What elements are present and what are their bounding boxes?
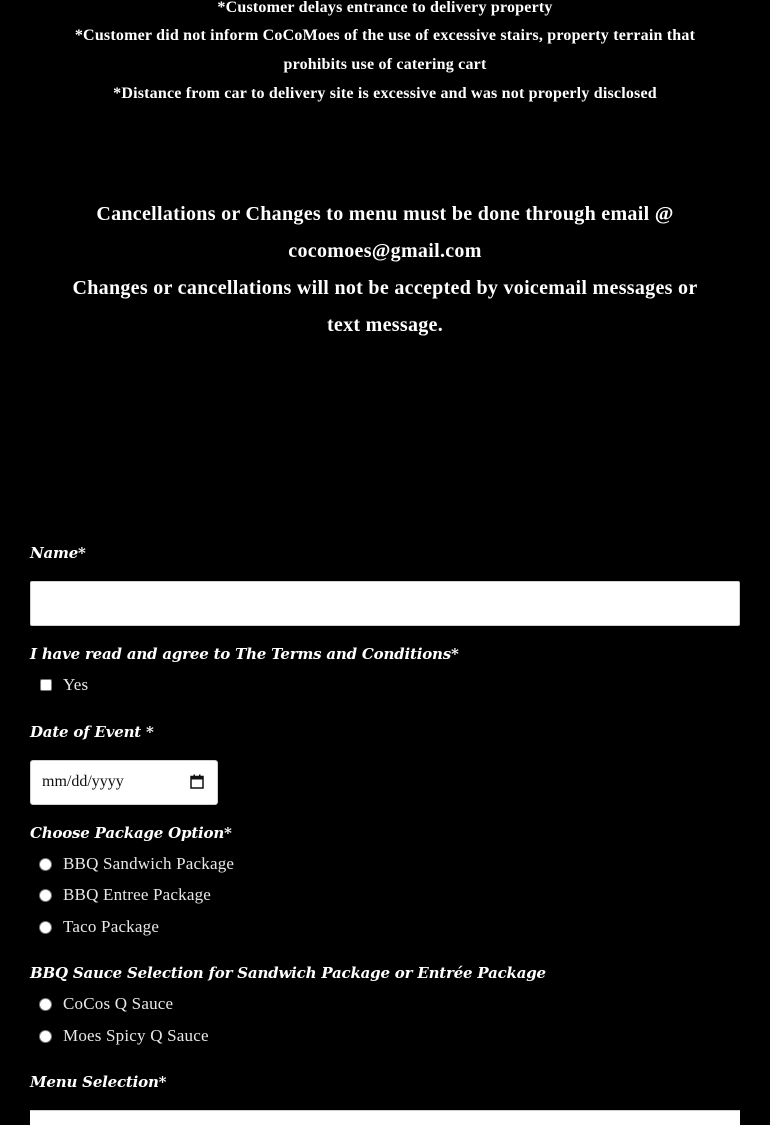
package-label: Choose Package Option* xyxy=(30,824,232,842)
terms-label: I have read and agree to The Terms and Conditions* xyxy=(30,645,459,663)
policy-email-address: cocomoes@gmail.com xyxy=(288,240,482,262)
sauce-option-label: Moes Spicy Q Sauce xyxy=(63,1026,209,1045)
package-option-label: BBQ Sandwich Package xyxy=(63,854,235,873)
package-option-sandwich[interactable] xyxy=(39,854,234,874)
sauce-radio-moes[interactable] xyxy=(39,1030,52,1043)
cancellation-policy xyxy=(30,196,740,344)
date-placeholder: mm/dd/yyyy xyxy=(42,773,124,790)
notice-distance: *Distance from car to delivery site is excessive and was not properly disclosed xyxy=(113,85,657,102)
terms-option[interactable] xyxy=(39,675,88,695)
menu-label: Menu Selection* xyxy=(30,1073,167,1091)
sauce-radio-cocos[interactable] xyxy=(39,998,52,1011)
policy-line-email: Cancellations or Changes to menu must be done through email @ xyxy=(96,203,674,225)
package-radio-entree[interactable] xyxy=(39,889,52,902)
policy-line-voicemail: Changes or cancellations will not be accepted by voicemail messages or xyxy=(72,277,698,299)
calendar-icon[interactable] xyxy=(190,774,204,789)
name-label: Name* xyxy=(30,544,86,562)
package-option-label: Taco Package xyxy=(63,917,160,936)
sauce-option-label: CoCos Q Sauce xyxy=(63,994,174,1013)
terms-checkbox[interactable] xyxy=(40,679,52,691)
package-option-taco[interactable] xyxy=(39,917,159,937)
sauce-label: BBQ Sauce Selection for Sandwich Package or Entrée Package xyxy=(30,964,546,982)
terms-option-label: Yes xyxy=(63,675,89,694)
package-option-entree[interactable] xyxy=(39,885,211,905)
name-input[interactable] xyxy=(30,581,740,626)
notice-cart: prohibits use of catering cart xyxy=(283,56,487,73)
date-input[interactable] xyxy=(30,760,218,805)
policy-line-text: text message. xyxy=(326,314,444,336)
notice-stairs: *Customer did not inform CoCoMoes of the use of excessive stairs, property terrain that xyxy=(74,27,696,44)
package-radio-sandwich[interactable] xyxy=(39,858,52,871)
package-radio-taco[interactable] xyxy=(39,921,52,934)
package-option-label: BBQ Entree Package xyxy=(63,885,212,904)
date-label: Date of Event * xyxy=(30,723,154,741)
notice-delay: *Customer delays entrance to delivery property xyxy=(217,0,553,16)
menu-selection-input[interactable] xyxy=(30,1110,740,1125)
sauce-option-moes[interactable] xyxy=(39,1026,209,1046)
sauce-option-cocos[interactable] xyxy=(39,994,173,1014)
